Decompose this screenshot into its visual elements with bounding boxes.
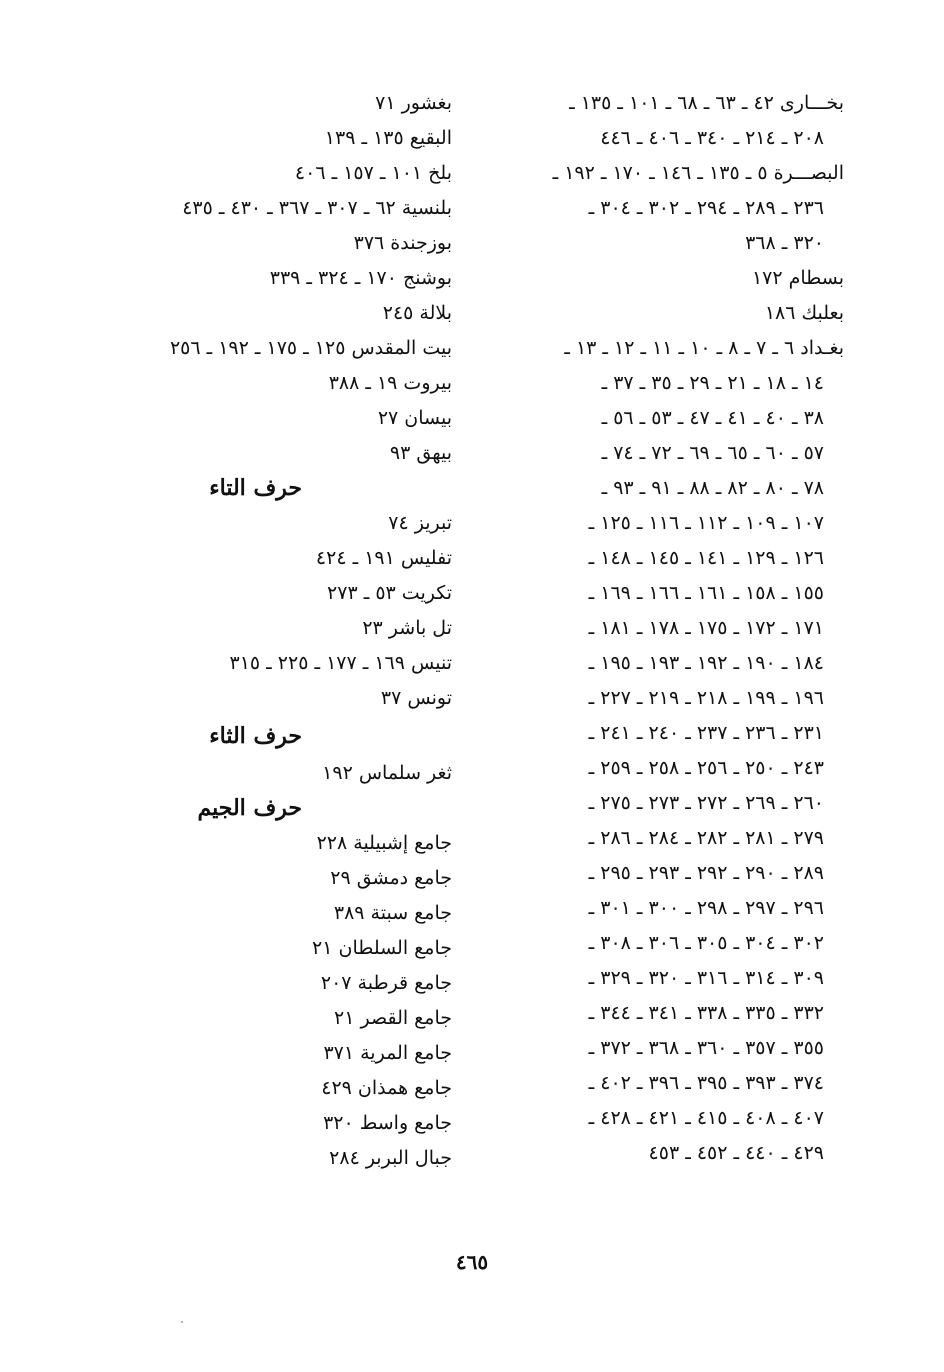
index-entry-continuation: ٣٠٩ ـ ٣١٤ ـ ٣١٦ ـ ٣٢٠ ـ ٣٢٩ ـ bbox=[588, 967, 824, 989]
index-entry: تونس ٣٧ bbox=[380, 687, 452, 709]
index-entry: بغـداد ٦ ـ ٧ ـ ٨ ـ ١٠ ـ ١١ ـ ١٢ ـ ١٣ ـ bbox=[564, 337, 844, 359]
index-entry-continuation: ١٥٥ ـ ١٥٨ ـ ١٦١ ـ ١٦٦ ـ ١٦٩ ـ bbox=[588, 582, 824, 604]
index-entry-continuation: ٤٢٩ ـ ٤٤٠ ـ ٤٥٢ ـ ٤٥٣ bbox=[648, 1142, 824, 1164]
index-entry-continuation: ١٠٧ ـ ١٠٩ ـ ١١٢ ـ ١١٦ ـ ١٢٥ ـ bbox=[588, 512, 824, 534]
scan-speck bbox=[181, 1321, 183, 1323]
letter-heading: حرف الجيم bbox=[197, 795, 302, 821]
index-entry: تبريز ٧٤ bbox=[388, 512, 452, 534]
index-entry: جامع قرطبة ٢٠٧ bbox=[320, 972, 452, 994]
index-entry: بسطام ١٧٢ bbox=[751, 267, 844, 289]
index-entry: بوزجندة ٣٧٦ bbox=[353, 232, 452, 254]
index-entry: جامع همذان ٤٢٩ bbox=[321, 1077, 452, 1099]
index-entry: تفليس ١٩١ ـ ٤٢٤ bbox=[315, 547, 452, 569]
index-entry-continuation: ٢٣١ ـ ٢٣٦ ـ ٢٣٧ ـ ٢٤٠ ـ ٢٤١ ـ bbox=[588, 722, 824, 744]
index-entry: بوشنج ١٧٠ ـ ٣٢٤ ـ ٣٣٩ bbox=[269, 267, 452, 289]
index-entry-continuation: ٣٥٥ ـ ٣٥٧ ـ ٣٦٠ ـ ٣٦٨ ـ ٣٧٢ ـ bbox=[588, 1037, 824, 1059]
index-column-right bbox=[494, 86, 844, 1171]
index-entry: جامع القصر ٢١ bbox=[334, 1007, 452, 1029]
index-entry: تنيس ١٦٩ ـ ١٧٧ ـ ٢٢٥ ـ ٣١٥ bbox=[229, 652, 452, 674]
index-entry: بيهق ٩٣ bbox=[389, 442, 452, 464]
index-entry-continuation: ٣٠٢ ـ ٣٠٤ ـ ٣٠٥ ـ ٣٠٦ ـ ٣٠٨ ـ bbox=[588, 932, 824, 954]
index-entry: جامع السلطان ٢١ bbox=[312, 937, 452, 959]
index-entry: جامع إشبيلية ٢٢٨ bbox=[316, 832, 452, 854]
index-column-left bbox=[122, 86, 452, 1176]
index-entry-continuation: ٢٨٩ ـ ٢٩٠ ـ ٢٩٢ ـ ٢٩٣ ـ ٢٩٥ ـ bbox=[588, 862, 824, 884]
index-entry: جامع واسط ٣٢٠ bbox=[323, 1112, 452, 1134]
index-entry: بيروت ١٩ ـ ٣٨٨ bbox=[328, 372, 452, 394]
index-entry-continuation: ٣٨ ـ ٤٠ ـ ٤١ ـ ٤٧ ـ ٥٣ ـ ٥٦ ـ bbox=[601, 407, 824, 429]
index-entry-continuation: ٢٣٦ ـ ٢٨٩ ـ ٢٩٤ ـ ٣٠٢ ـ ٣٠٤ ـ bbox=[588, 197, 824, 219]
index-entry-continuation: ٥٧ ـ ٦٠ ـ ٦٥ ـ ٦٩ ـ ٧٢ ـ ٧٤ ـ bbox=[601, 442, 824, 464]
index-entry: بلخ ١٠١ ـ ١٥٧ ـ ٤٠٦ bbox=[294, 162, 452, 184]
index-entry: جبال البربر ٢٨٤ bbox=[329, 1147, 452, 1169]
index-entry: بلالة ٢٤٥ bbox=[382, 302, 452, 324]
index-entry: جامع سبتة ٣٨٩ bbox=[333, 902, 452, 924]
index-entry-continuation: ٢٦٠ ـ ٢٦٩ ـ ٢٧٢ ـ ٢٧٣ ـ ٢٧٥ ـ bbox=[588, 792, 824, 814]
index-entry: بيت المقدس ١٢٥ ـ ١٧٥ ـ ١٩٢ ـ ٢٥٦ bbox=[169, 337, 452, 359]
index-entry-continuation: ٢٤٣ ـ ٢٥٠ ـ ٢٥٦ ـ ٢٥٨ ـ ٢٥٩ ـ bbox=[588, 757, 824, 779]
index-entry: ثغر سلماس ١٩٢ bbox=[322, 762, 452, 784]
index-entry: البصـــرة ٥ ـ ١٣٥ ـ ١٤٦ ـ ١٧٠ ـ ١٩٢ ـ bbox=[552, 162, 844, 184]
index-entry: جامع دمشق ٢٩ bbox=[330, 867, 452, 889]
page-number: ٤٦٥ bbox=[455, 1250, 489, 1274]
index-entry: تكريت ٥٣ ـ ٢٧٣ bbox=[327, 582, 452, 604]
index-entry-continuation: ٣٣٢ ـ ٣٣٥ ـ ٣٣٨ ـ ٣٤١ ـ ٣٤٤ ـ bbox=[588, 1002, 824, 1024]
index-entry-continuation: ١٤ ـ ١٨ ـ ٢١ ـ ٢٩ ـ ٣٥ ـ ٣٧ ـ bbox=[601, 372, 824, 394]
index-entry: البقيع ١٣٥ ـ ١٣٩ bbox=[324, 127, 452, 149]
index-entry: بيسان ٢٧ bbox=[377, 407, 452, 429]
letter-heading: حرف التاء bbox=[209, 475, 302, 501]
index-entry: بغشور ٧١ bbox=[375, 92, 452, 114]
index-entry-continuation: ٢٧٩ ـ ٢٨١ ـ ٢٨٢ ـ ٢٨٤ ـ ٢٨٦ ـ bbox=[588, 827, 824, 849]
index-entry-continuation: ١٢٦ ـ ١٢٩ ـ ١٤١ ـ ١٤٥ ـ ١٤٨ ـ bbox=[588, 547, 824, 569]
index-entry: بخـــارى ٤٢ ـ ٦٣ ـ ٦٨ ـ ١٠١ ـ ١٣٥ ـ bbox=[569, 92, 844, 114]
index-entry-continuation: ٣٧٤ ـ ٣٩٣ ـ ٣٩٥ ـ ٣٩٦ ـ ٤٠٢ ـ bbox=[588, 1072, 824, 1094]
index-entry: بعلبك ١٨٦ bbox=[764, 302, 844, 324]
index-entry: بلنسية ٦٢ ـ ٣٠٧ ـ ٣٦٧ ـ ٤٣٠ ـ ٤٣٥ bbox=[182, 197, 452, 219]
index-entry-continuation: ١٧١ ـ ١٧٢ ـ ١٧٥ ـ ١٧٨ ـ ١٨١ ـ bbox=[588, 617, 824, 639]
index-entry: جامع المرية ٣٧١ bbox=[323, 1042, 452, 1064]
index-entry-continuation: ٣٢٠ ـ ٣٦٨ bbox=[745, 232, 824, 254]
letter-heading: حرف الثاء bbox=[209, 723, 302, 749]
index-entry-continuation: ٢٠٨ ـ ٢١٤ ـ ٣٤٠ ـ ٤٠٦ ـ ٤٤٦ bbox=[600, 127, 824, 149]
index-entry-continuation: ٧٨ ـ ٨٠ ـ ٨٢ ـ ٨٨ ـ ٩١ ـ ٩٣ ـ bbox=[601, 477, 824, 499]
index-entry-continuation: ١٨٤ ـ ١٩٠ ـ ١٩٢ ـ ١٩٣ ـ ١٩٥ ـ bbox=[588, 652, 824, 674]
index-entry: تل باشر ٢٣ bbox=[362, 617, 452, 639]
index-entry-continuation: ١٩٦ ـ ١٩٩ ـ ٢١٨ ـ ٢١٩ ـ ٢٢٧ ـ bbox=[588, 687, 824, 709]
index-entry-continuation: ٤٠٧ ـ ٤٠٨ ـ ٤١٥ ـ ٤٢١ ـ ٤٢٨ ـ bbox=[588, 1107, 824, 1129]
index-entry-continuation: ٢٩٦ ـ ٢٩٧ ـ ٢٩٨ ـ ٣٠٠ ـ ٣٠١ ـ bbox=[588, 897, 824, 919]
